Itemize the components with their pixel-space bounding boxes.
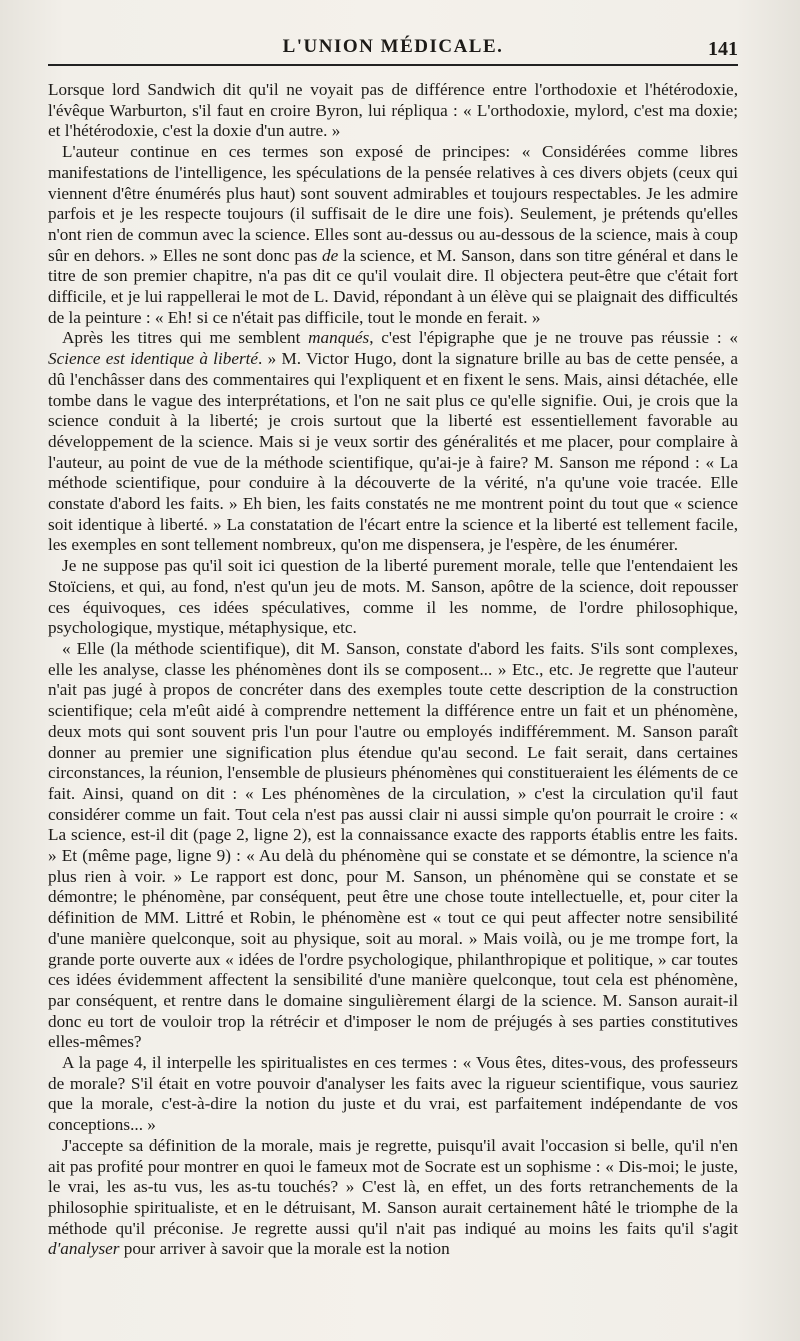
text-run: Lorsque lord Sandwich dit qu'il ne voyait pas de différence entre l'orthodoxie et l'hétérodoxie, l'évêque Warburton, s'il faut en croire Byron, lui répliqua : « L'orthodoxie, mylord, c'est ma doxie; et l'hétérodoxie, c'est la doxie d'un autre. » [48, 80, 738, 141]
paragraph [48, 639, 738, 1053]
text-run: « Elle (la méthode scientifique), dit M. Sanson, constate d'abord les faits. S'ils sont complexes, elle les analyse, classe les phénomènes dont ils se composent... » Etc., etc. Je regrette que l'auteur n'ait pas jugé à propos de concréter dans des exemples toute cette description de la construction scientifique; cela m'eût aidé à comprendre nettement la différence entre un fait et un phénomène, deux mots qui sont souvent pris l'un pour l'autre ou employés indifféremment. M. Sanson paraît donner au premier une signification plus étendue qu'au second. Le fait serait, dans certaines circonstances, la réunion, l'ensemble de plusieurs phénomènes qui constitueraient les éléments de ce fait. Ainsi, quand on dit : « Les phénomènes de la circulation, » c'est la circulation qu'il faut considérer comme un fait. Tout cela n'est pas aussi clair ni aussi simple qu'on pourrait le croire : « La science, est-il dit (page 2, ligne 2), est la connaissance exacte des rapports établis entre les faits. » Et (même page, ligne 9) : « Au delà du phénomène qui se constate et se démontre, la science n'a plus rien à voir. » Le rapport est donc, pour M. Sanson, un phénomène qui se constate et se démontre; le phénomène, par conséquent, peut être une chose toute intellectuelle, et, pour citer la définition de MM. Littré et Robin, le phénomène est « tout ce qui peut affecter notre sensibilité d'une manière quelconque, soit au physique, soit au moral. » Mais voilà, ou je me trompe fort, la grande porte ouverte aux « idées de l'ordre psychologique, philanthropique et politique, » car toutes ces idées évidemment affectent la sensibilité d'une manière quelconque, tout cela est phénomène, par conséquent, et rentre dans le domaine singulièrement élargi de la science. M. Sanson aurait-il donc eu tort de vouloir trop la rétrécir et d'imposer le nom de préjugés à ses parties constitutives elles-mêmes? [48, 638, 738, 1052]
paragraph [48, 328, 738, 556]
text-run: L'auteur continue en ces termes son exposé de principes: « Considérées comme libres manifestations de l'intelligence, les spéculations de la pensée relatives à ces divers objets (ceux qui viennent d'être énumérés plus haut) sont souvent admirables et toujours respectables. Je les admire parfois et je les respecte toujours (il suffisait de le dire une fois). Seulement, je prétends qu'elles n'ont rien de commun avec la science. Elles sont au-dessus ou au-dessous de la science, mais à coup sûr en dehors. » Elles ne sont donc pas [48, 142, 738, 265]
italic-text: manqués [308, 328, 370, 348]
text-run: la science, et M. Sanson, dans son titre général et dans le titre de son premier chapitre, n'a pas dit ce qu'il voulait dire. Il objectera peut-être que c'était fort difficile, et je lui rappellerai le mot de L. David, répondant à un élève qui se plaignait des difficultés de la peinture : « Eh! si ce n'était pas difficile, tout le monde en ferait. » [48, 245, 738, 327]
italic-text: de [321, 245, 339, 265]
running-header [48, 32, 738, 66]
paragraph [48, 1053, 738, 1136]
page-number: 141 [708, 38, 738, 60]
text-run: A la page 4, il interpelle les spiritualistes en ces termes : « Vous êtes, dites-vous, des professeurs de morale? S'il était en votre pouvoir d'analyser les faits avec la rigueur scientifique, vous sauriez que la morale, c'est-à-dire la notion du juste et du vrai, est parfaitement indépendante de vos conceptions... » [48, 1053, 738, 1135]
journal-title: L'UNION MÉDICALE. [282, 36, 504, 57]
text-run: pour arriver à savoir que la morale est la notion [119, 1239, 450, 1259]
text-run: Je ne suppose pas qu'il soit ici question de la liberté purement morale, telle que l'entendaient les Stoïciens, et qui, au fond, n'est qu'un jeu de mots. M. Sanson, apôtre de la science, doit repousser ces équivoques, ces idées spéculatives, comme il les nomme, de l'ordre philosophique, psychologique, mystique, métaphysique, etc. [48, 556, 738, 638]
text-run: J'accepte sa définition de la morale, mais je regrette, puisqu'il avait l'occasion si belle, qu'il n'en ait pas profité pour montrer en quoi le fameux mot de Socrate est un sophisme : « Dis-moi; le juste, le vrai, les as-tu vus, les as-tu touchés? » C'est là, en effet, un des forts retranchements de la philosophie spiritualiste, et en le détruisant, M. Sanson aurait certainement hâté le triomphe de la méthode qu'il préconise. Je regrette aussi qu'il n'ait pas indiqué au moins les faits qu'il s'agit [48, 1135, 738, 1238]
italic-text: Science est identique à liberté [48, 349, 259, 369]
paragraph [48, 80, 738, 142]
text-run: , c'est l'épigraphe que je ne trouve pas réussie : « [369, 328, 738, 348]
text-run: . » M. Victor Hugo, dont la signature brille au bas de cette pensée, a dû l'enchâsser dans des commentaires qui l'expliquent et en fixent le sens. Mais, ainsi détachée, elle tombe dans le vague des interprétations, et l'on ne sait plus ce qu'elle signifie. Oui, je crois que la science conduit à la liberté; je crois surtout que la liberté est essentiellement favorable au développement de la science. Mais si je veux sortir des généralités et me placer, pour complaire à l'auteur, au point de vue de la méthode scientifique, qu'ai-je à faire? M. Sanson me répond : « La méthode scientifique, pour conduire à la découverte de la vérité, n'a qu'une voie tracée. Elle constate d'abord les faits. » Eh bien, les faits constatés ne me montrent point du tout que « science soit identique à liberté. » La constatation de l'écart entre la science et la liberté est tellement facile, les exemples en sont tellement nombreux, qu'on me dispensera, je l'espère, de les énumérer. [48, 349, 738, 555]
text-run: Après les titres qui me semblent [62, 328, 309, 348]
paragraph [48, 142, 738, 328]
article-body [48, 80, 738, 1260]
paragraph [48, 1136, 738, 1260]
italic-text: d'analyser [48, 1239, 120, 1259]
paragraph [48, 556, 738, 639]
